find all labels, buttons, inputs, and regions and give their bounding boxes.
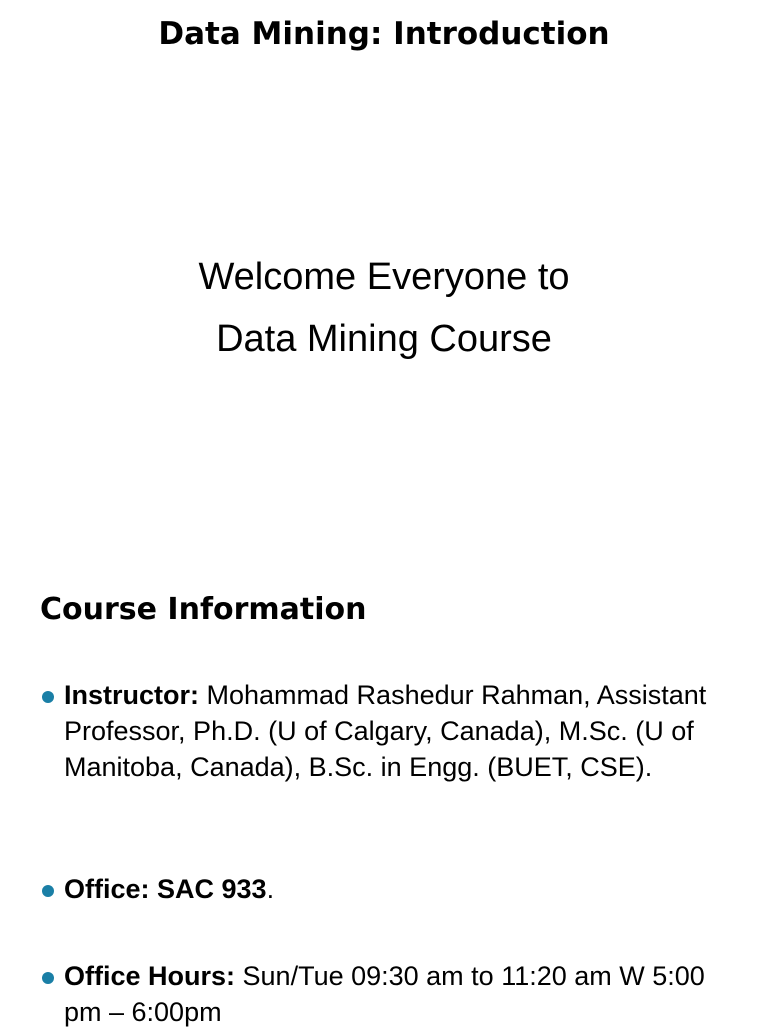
- office-suffix: .: [266, 874, 275, 904]
- list-item-instructor: [40, 677, 730, 785]
- office-text: [64, 871, 730, 907]
- welcome-line-1: Welcome Everyone to: [198, 256, 570, 298]
- instructor-details: Mohammad Rashedur Rahman, Assistant Professor, Ph.D. (U of Calgary, Canada), M.Sc. (U of Manitoba, Canada), B.Sc. in Engg. (BUET, CSE).: [64, 680, 707, 782]
- instructor-text: [64, 677, 730, 785]
- office-label: Office: SAC 933: [64, 874, 267, 904]
- list-item-office-hours: [40, 958, 730, 1030]
- bullet-dot-icon: [42, 691, 54, 703]
- bullet-dot-icon: [42, 885, 54, 897]
- welcome-message: [0, 246, 768, 370]
- list-item-office: [40, 871, 730, 907]
- bullet-dot-icon: [42, 972, 54, 984]
- instructor-label: Instructor:: [64, 680, 199, 710]
- office-hours-text: [64, 958, 730, 1030]
- welcome-line-2: Data Mining Course: [216, 318, 552, 360]
- office-hours-label: Office Hours:: [64, 961, 236, 991]
- course-information-heading: Course Information: [40, 592, 367, 627]
- office-hours-details: Sun/Tue 09:30 am to 11:20 am W 5:00 pm – 6:00pm: [64, 961, 705, 1027]
- slide-title: Data Mining: Introduction: [158, 16, 610, 52]
